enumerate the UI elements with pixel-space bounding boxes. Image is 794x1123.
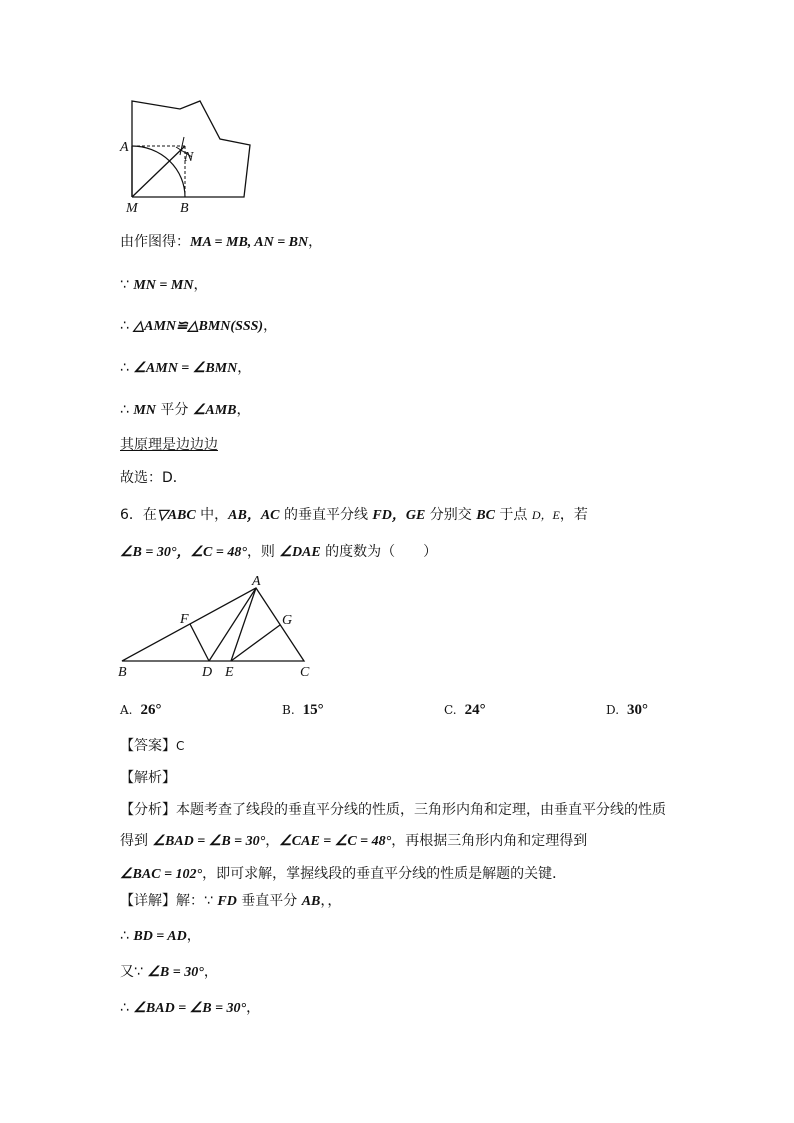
detail-line-3: 又∵ ∠B = 30°， bbox=[120, 964, 218, 980]
option-c-value: 24° bbox=[464, 702, 486, 718]
line-congruent: ∴ △AMN≌△BMN(SSS)， bbox=[120, 318, 278, 334]
analysis-title: 【解析】 bbox=[120, 770, 176, 786]
question-6-line-1: 6．在▽ABC 中，AB，AC 的垂直平分线 FD，GE 分别交 BC 于点 D，E，若 bbox=[120, 507, 588, 523]
line-bisects: ∴ MN 平分 ∠AMB， bbox=[120, 402, 251, 418]
label-g: G bbox=[282, 613, 293, 628]
option-a[interactable] bbox=[120, 702, 161, 719]
line-because-mn: ∵ MN = MN， bbox=[120, 277, 208, 293]
triangle-abc bbox=[122, 588, 304, 661]
detail-line-1: 【详解】解：∵ FD 垂直平分 AB，， bbox=[120, 893, 342, 909]
line-choose: 故选：D． bbox=[120, 470, 187, 486]
label-a: A bbox=[252, 574, 261, 589]
label-c: C bbox=[300, 665, 310, 680]
analysis-line-1: 【分析】本题考查了线段的垂直平分线的性质，三角形内角和定理，由垂直平分线的性质 bbox=[120, 802, 666, 818]
detail-line-2: ∴ BD = AD， bbox=[120, 928, 201, 944]
label-m: M bbox=[126, 201, 138, 216]
answer-line: 【答案】C bbox=[120, 738, 185, 754]
bisector-mn bbox=[132, 146, 185, 197]
segment-ge bbox=[231, 625, 280, 661]
segment-fd bbox=[190, 624, 209, 661]
label-b: B bbox=[180, 201, 189, 216]
option-d-label: D. bbox=[606, 703, 620, 717]
figure-angle-bisector bbox=[110, 95, 270, 220]
option-d[interactable] bbox=[606, 702, 648, 719]
option-a-label: A. bbox=[120, 703, 133, 717]
label-d: D bbox=[202, 665, 213, 680]
label-e: E bbox=[225, 665, 234, 680]
option-b-label: B. bbox=[282, 703, 295, 717]
option-b[interactable] bbox=[282, 702, 324, 719]
analysis-line-3: ∠BAC = 102°，即可求解，掌握线段的垂直平分线的性质是解题的关键． bbox=[120, 866, 567, 882]
analysis-line-2: 得到 ∠BAD = ∠B = 30°，∠CAE = ∠C = 48°，再根据三角形内角和定理得到 bbox=[120, 833, 588, 849]
option-c-label: C. bbox=[444, 703, 457, 717]
label-f: F bbox=[180, 612, 189, 627]
option-b-value: 15° bbox=[302, 702, 324, 718]
line-from-construction: 由作图得：MA = MB, AN = BN， bbox=[120, 234, 323, 250]
segment-ad bbox=[209, 588, 256, 661]
label-n: N bbox=[184, 150, 194, 165]
label-b: B bbox=[118, 665, 127, 680]
line-angle-equal: ∴ ∠AMN = ∠BMN， bbox=[120, 360, 252, 376]
figure-triangle bbox=[112, 572, 322, 682]
question-6-line-2: ∠B = 30°，∠C = 48°，则 ∠DAE 的度数为（ ） bbox=[120, 544, 438, 560]
detail-line-4: ∴ ∠BAD = ∠B = 30°， bbox=[120, 1000, 261, 1016]
line-principle: 其原理是边边边 bbox=[120, 437, 218, 453]
label-a: A bbox=[120, 140, 129, 155]
option-c[interactable] bbox=[444, 702, 486, 719]
option-a-value: 26° bbox=[140, 702, 162, 718]
option-d-value: 30° bbox=[627, 702, 649, 718]
